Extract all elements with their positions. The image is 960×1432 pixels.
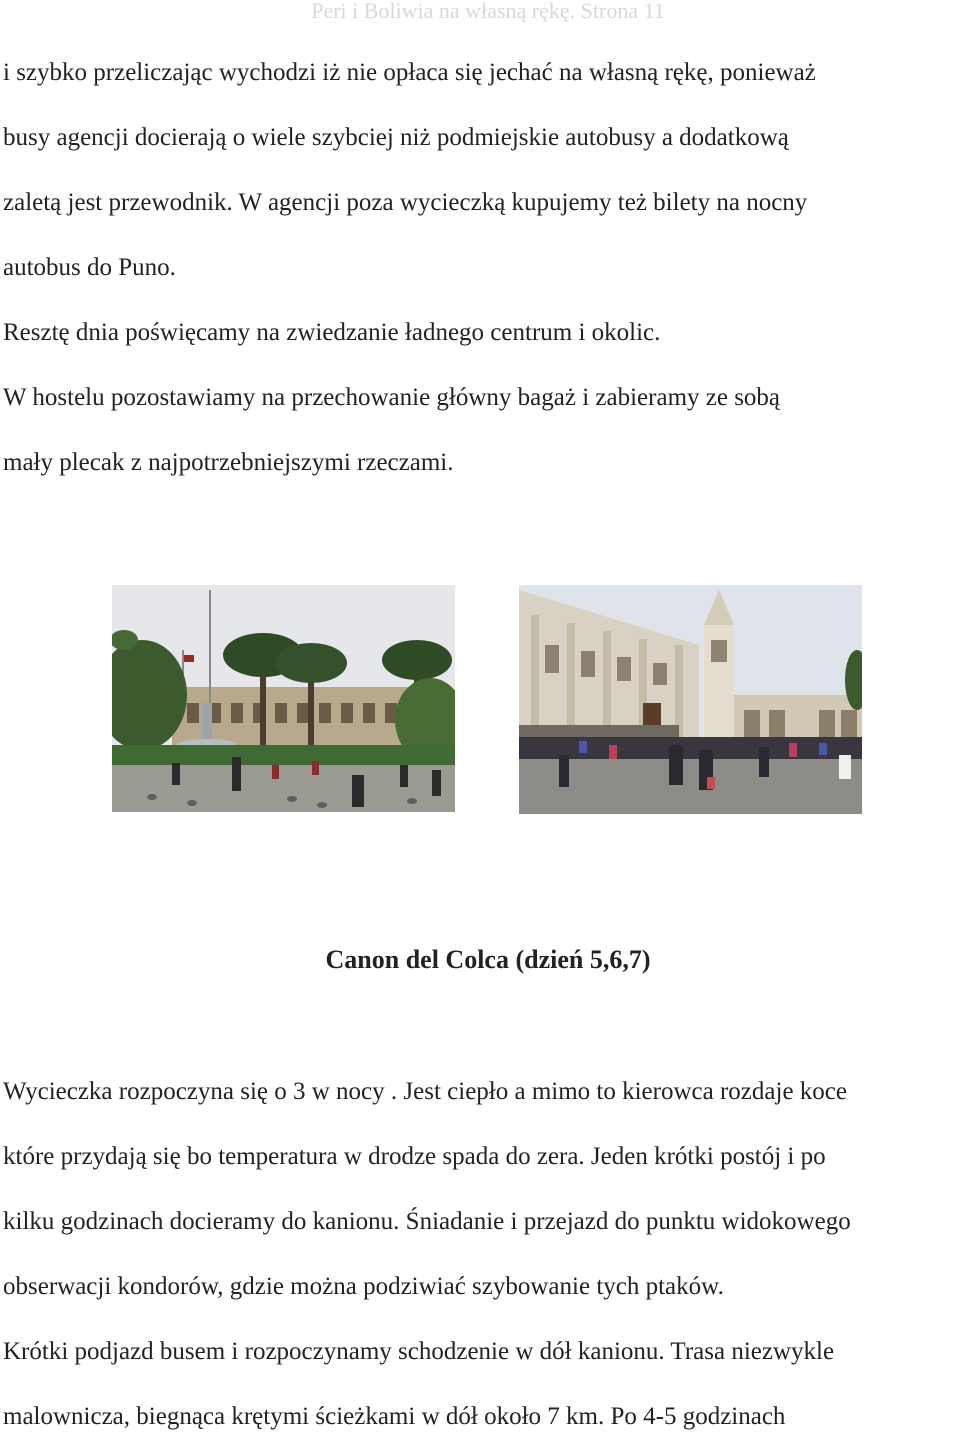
text-line: Resztę dnia poświęcamy na zwiedzanie ładnego centrum i okolic. — [3, 319, 661, 346]
text-line: i szybko przeliczając wychodzi iż nie opłaca się jechać na własną rękę, ponieważ — [3, 59, 816, 86]
plaza-fountain-palms-photo — [112, 585, 455, 812]
running-header: Peri i Boliwia na własną rękę. Strona 11 — [311, 0, 665, 23]
text-line: Krótki podjazd busem i rozpoczynamy schodzenie w dół kanionu. Trasa niezwykle — [3, 1338, 835, 1365]
text-line: które przydają się bo temperatura w drodze spada do zera. Jeden krótki postój i po — [3, 1143, 826, 1170]
text-line: autobus do Puno. — [3, 254, 176, 281]
text-line: obserwacji kondorów, gdzie można podziwiać szybowanie tych ptaków. — [3, 1273, 724, 1300]
section-heading: Canon del Colca (dzień 5,6,7) — [325, 945, 651, 974]
text-line: Wycieczka rozpoczyna się o 3 w nocy . Jest ciepło a mimo to kierowca rozdaje koce — [3, 1078, 847, 1105]
cathedral-square-crowd-photo — [519, 585, 862, 814]
text-line: mały plecak z najpotrzebniejszymi rzeczami. — [3, 449, 454, 476]
text-line: W hostelu pozostawiamy na przechowanie główny bagaż i zabieramy ze sobą — [3, 384, 781, 411]
text-line: kilku godzinach docieramy do kanionu. Śniadanie i przejazd do punktu widokowego — [3, 1208, 851, 1235]
text-line: busy agencji docierają o wiele szybciej niż podmiejskie autobusy a dodatkową — [3, 124, 789, 151]
text-line: zaletą jest przewodnik. W agencji poza wycieczką kupujemy też bilety na nocny — [3, 189, 808, 216]
text-line: malownicza, biegnąca krętymi ścieżkami w dół około 7 km. Po 4-5 godzinach — [3, 1403, 786, 1430]
